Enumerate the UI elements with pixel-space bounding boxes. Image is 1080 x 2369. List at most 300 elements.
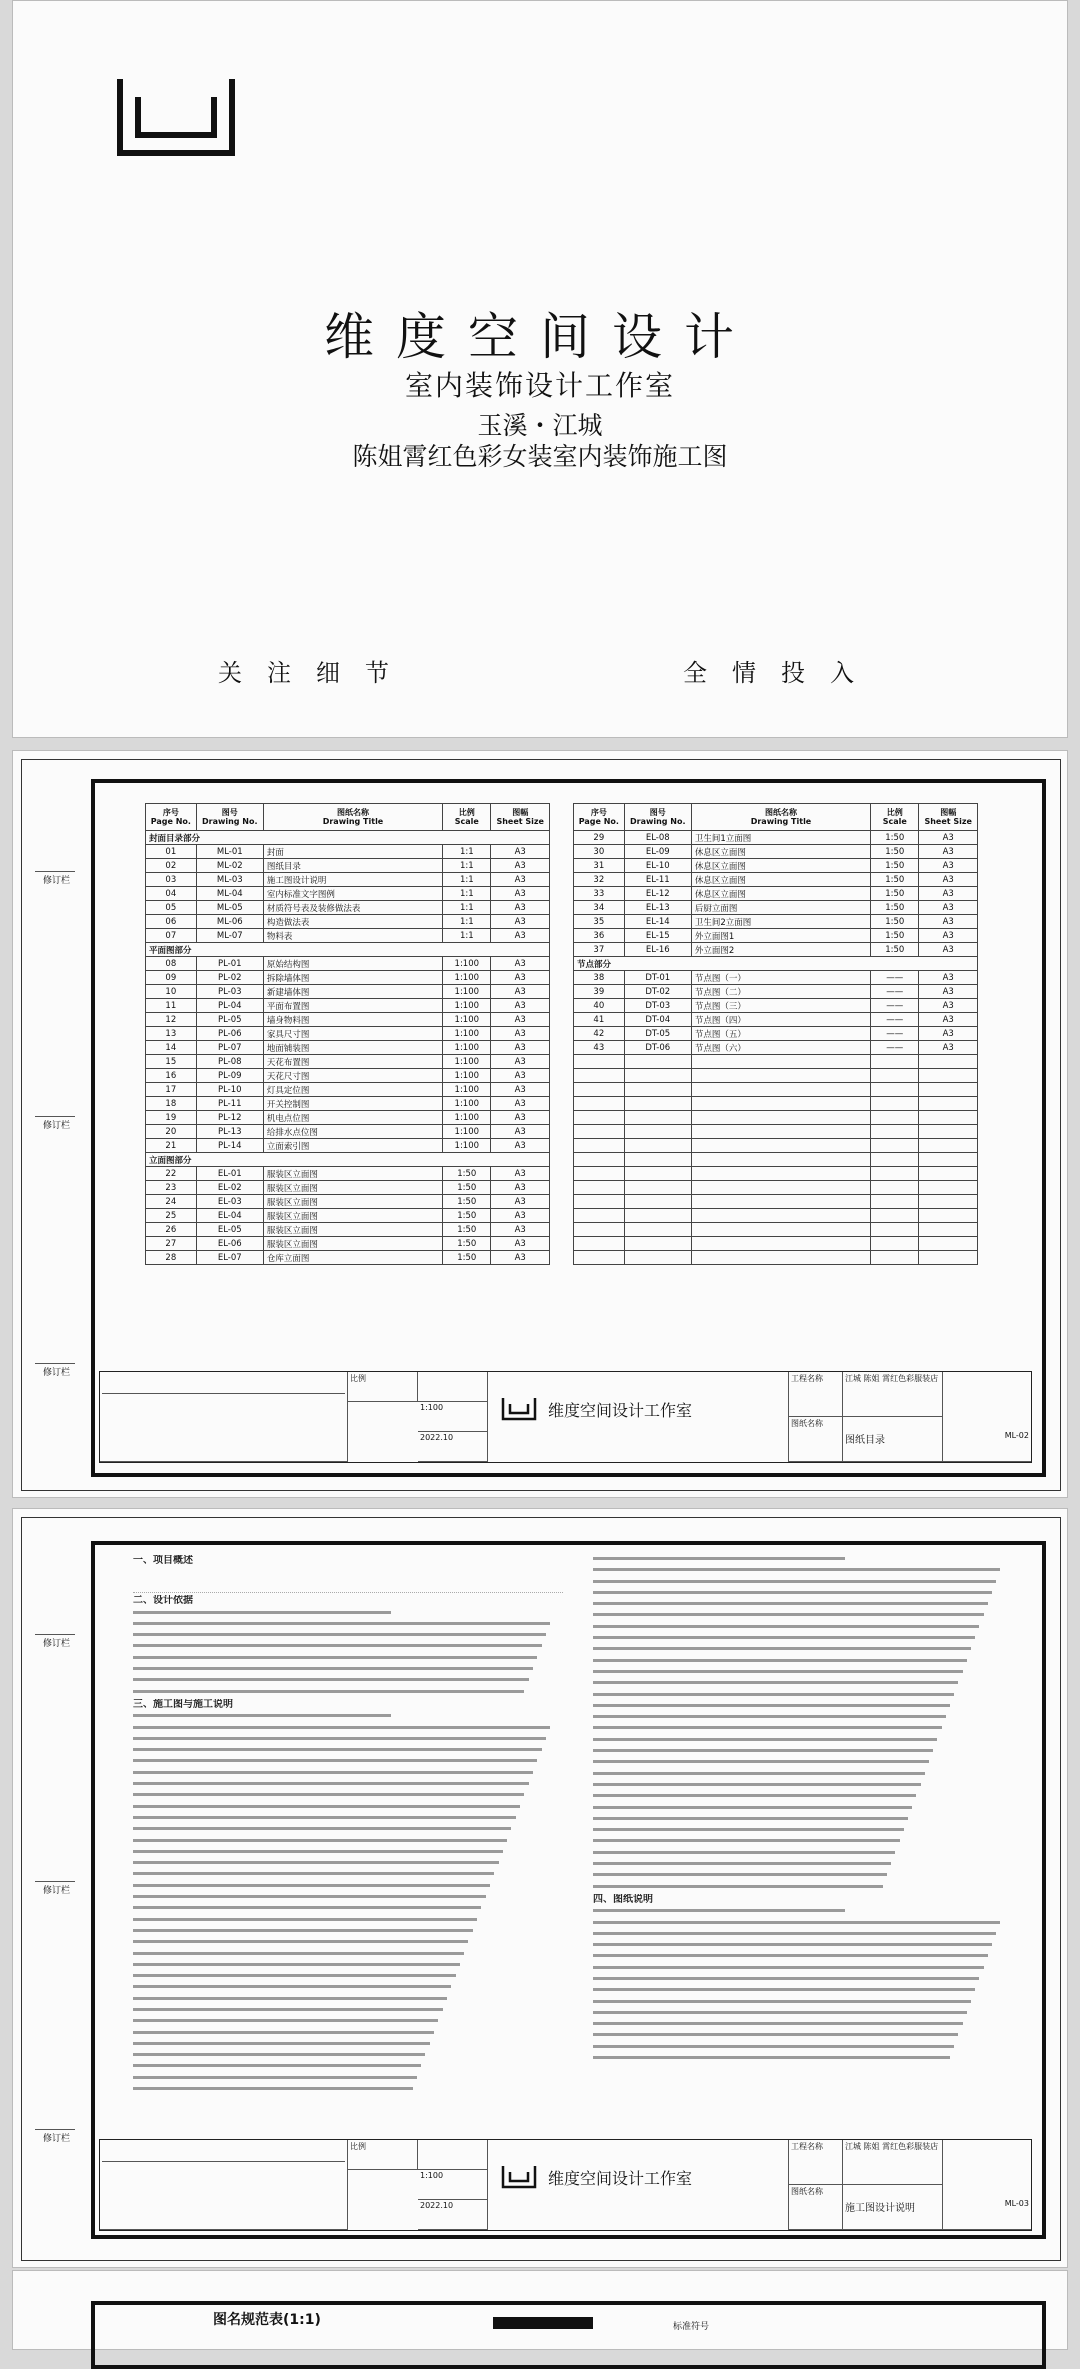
empty-row [574,1167,978,1181]
text-line [133,1902,563,1913]
slogan-left: 关注细节 [218,659,414,687]
text-line [593,1722,1013,1733]
cell-scale: 1:100 [443,1055,491,1069]
text-line [133,1767,563,1778]
cell-no: 19 [146,1111,197,1125]
cell-no: 37 [574,943,625,957]
table-row [146,1027,550,1041]
text-line [593,1779,1013,1790]
cell-title: 卫生间1立面图 [691,831,870,845]
table-row [146,1251,550,1265]
cell-dwg: EL-07 [196,1251,263,1265]
text-line [593,1734,1013,1745]
cell-scale: 1:100 [443,1111,491,1125]
cell-no: 13 [146,1027,197,1041]
col-dwg-en: Drawing No. [201,817,258,826]
col-size-en: Sheet Size [496,817,544,826]
cell-size: A3 [491,929,550,943]
table-row [146,1195,550,1209]
text-line [593,1881,1013,1892]
col-no: 序号 [590,808,607,817]
cell-title: 外立面图2 [691,943,870,957]
symbol-spec-sheet [12,2270,1068,2350]
cell-scale: 1:50 [443,1209,491,1223]
cell-scale: 1:50 [871,859,919,873]
text-line [593,1869,1013,1880]
col-no-en: Page No. [150,817,191,826]
text-line [133,1835,563,1846]
cell-dwg: DT-03 [624,999,691,1013]
cell-title: 仓库立面图 [263,1251,442,1265]
cell-scale: 1:50 [871,943,919,957]
cell-title: 休息区立面图 [691,859,870,873]
text-line [133,1566,563,1593]
text-line [593,1858,1013,1869]
section-heading: 一、项目概述 [133,1555,193,1566]
cell-size: A3 [919,887,978,901]
table-row [146,1153,550,1167]
table-row [574,1027,978,1041]
cell-title: 外立面图1 [691,929,870,943]
cell-title: 开关控制图 [263,1097,442,1111]
cell-no: 38 [574,971,625,985]
revision-divider [35,2129,75,2130]
location-text: 玉溪・江城 [477,411,603,440]
cell-no: 25 [146,1209,197,1223]
table-row [146,1069,550,1083]
slogan-right: 全情投入 [683,659,879,687]
text-line [133,1778,563,1789]
title-block [99,2139,1032,2231]
text-line [133,1607,563,1618]
text-line [133,1755,563,1766]
cell-size: A3 [491,901,550,915]
cell-size: A3 [491,957,550,971]
cell-size: A3 [919,915,978,929]
cell-scale: —— [871,971,919,985]
cell-no: 14 [146,1041,197,1055]
cell-title: 墙身物料图 [263,1013,442,1027]
cell-size: A3 [491,1209,550,1223]
cell-dwg: PL-12 [196,1111,263,1125]
studio-logo-icon [500,1394,540,1422]
studio-subtitle: 室内装饰设计工作室 [404,369,675,402]
text-line [593,2007,1013,2018]
cell-title: 服装区立面图 [263,1167,442,1181]
text-line [593,1700,1013,1711]
design-notes-sheet [12,1508,1068,2268]
cell-no: 27 [146,1237,197,1251]
cell-size: A3 [919,831,978,845]
cell-scale: 1:50 [871,831,919,845]
cell-title: 灯具定位图 [263,1083,442,1097]
text-line [593,1768,1013,1779]
cell-size: A3 [491,971,550,985]
cell-size: A3 [491,915,550,929]
text-line [593,1553,1013,1564]
cell-dwg: PL-13 [196,1125,263,1139]
approval-cell [100,2140,348,2230]
table-row [146,1111,550,1125]
project-name: 江城 陈姐 霄红色彩服装店 [843,2140,943,2185]
drawing-index-table-right [573,803,978,1265]
cell-dwg: EL-03 [196,1195,263,1209]
col-scale-en: Scale [882,817,907,826]
cell-dwg: DT-06 [624,1041,691,1055]
project-label: 工程名称 [788,2140,843,2185]
cell-no: 41 [574,1013,625,1027]
approval-cell [100,1372,348,1462]
notes-column-left [133,1553,563,2094]
col-scale-en: Scale [454,817,479,826]
cell-dwg: EL-11 [624,873,691,887]
cell-scale: 1:1 [443,915,491,929]
text-line [593,1689,1013,1700]
table-row [574,943,978,957]
cell-title: 服装区立面图 [263,1181,442,1195]
cell-title: 材质符号表及装修做法表 [263,901,442,915]
text-line [593,2018,1013,2029]
col-scale: 比例 [886,808,903,817]
cell-size: A3 [491,1111,550,1125]
cell-dwg: EL-10 [624,859,691,873]
table-row [146,1041,550,1055]
col-size: 图幅 [512,808,529,817]
cell-no: 07 [146,929,197,943]
cell-title: 拆除墙体图 [263,971,442,985]
cell-scale: 1:50 [871,915,919,929]
text-line [133,1686,563,1697]
revision-label: 修订栏 [43,2134,71,2144]
cell-no: 24 [146,1195,197,1209]
cell-no: 09 [146,971,197,985]
cell-scale: 1:1 [443,929,491,943]
cover-sheet [12,0,1068,738]
cell-title: 休息区立面图 [691,873,870,887]
text-line [593,1973,1013,1984]
empty-row [574,1195,978,1209]
cell-no: 39 [574,985,625,999]
drawing-name-label: 图纸名称 [788,2185,843,2230]
table-row [146,985,550,999]
cell-scale: 1:50 [443,1181,491,1195]
text-line [133,1722,563,1733]
cell-title: 封面 [263,845,442,859]
cell-dwg: PL-09 [196,1069,263,1083]
col-size: 图幅 [940,808,957,817]
cell-title: 原始结构图 [263,957,442,971]
table-row [574,1013,978,1027]
text-line [593,1632,1013,1643]
section-label: 立面图部分 [146,1153,550,1167]
cell-title: 卫生间2立面图 [691,915,870,929]
cell-dwg: PL-08 [196,1055,263,1069]
empty-row [574,1111,978,1125]
text-line [133,2049,563,2060]
cell-no: 23 [146,1181,197,1195]
table-row [574,929,978,943]
text-line [133,1925,563,1936]
col-dwg: 图号 [221,808,238,817]
text-line [593,1917,1013,1928]
cell-size: A3 [491,845,550,859]
cell-title: 图纸目录 [263,859,442,873]
text-line [593,1756,1013,1767]
table-row [574,901,978,915]
cell-dwg: PL-14 [196,1139,263,1153]
col-no-en: Page No. [578,817,619,826]
notes-column-right [593,1553,1013,2063]
text-line [133,1868,563,1879]
cell-size: A3 [491,985,550,999]
cell-no: 02 [146,859,197,873]
project-title: 陈姐霄红色彩女装室内装饰施工图 [352,442,728,471]
cell-size: A3 [491,1223,550,1237]
text-line [133,1914,563,1925]
text-line [133,1652,563,1663]
revision-divider [35,1363,75,1364]
table-row [146,1125,550,1139]
cell-no: 18 [146,1097,197,1111]
cell-size: A3 [919,859,978,873]
cell-dwg: ML-02 [196,859,263,873]
cell-scale: 1:1 [443,845,491,859]
cell-dwg: ML-06 [196,915,263,929]
cell-scale: 1:1 [443,873,491,887]
text-line [593,1984,1013,1995]
cell-size: A3 [491,887,550,901]
text-line [593,1802,1013,1813]
cell-size: A3 [919,999,978,1013]
cell-scale: 1:50 [443,1195,491,1209]
sheet-title: 图名规范表(1:1) [213,2312,321,2328]
cell-no: 26 [146,1223,197,1237]
col-title-en: Drawing Title [322,817,384,826]
cell-dwg: PL-01 [196,957,263,971]
cell-dwg: ML-05 [196,901,263,915]
empty-row [574,1097,978,1111]
col-no: 序号 [162,808,179,817]
cell-size: A3 [919,943,978,957]
table-row [146,957,550,971]
cell-scale: 1:100 [443,1125,491,1139]
table-row [146,1223,550,1237]
cell-dwg: PL-03 [196,985,263,999]
col-dwg: 图号 [649,808,666,817]
cell-no: 34 [574,901,625,915]
cell-title: 地面铺装图 [263,1041,442,1055]
cell-no: 33 [574,887,625,901]
drawing-name: 图纸目录 [843,1417,943,1462]
cell-no: 32 [574,873,625,887]
text-line [593,1939,1013,1950]
cell-scale: 1:100 [443,971,491,985]
cell-dwg: ML-01 [196,845,263,859]
revision-divider [35,1634,75,1635]
table-row [146,971,550,985]
text-line [133,2060,563,2071]
text-line [133,1959,563,1970]
table-row [574,915,978,929]
cell-scale: 1:100 [443,999,491,1013]
text-line [593,1824,1013,1835]
cell-no: 11 [146,999,197,1013]
text-line [593,1587,1013,1598]
cell-scale: 1:50 [871,845,919,859]
cell-dwg: PL-06 [196,1027,263,1041]
text-line [593,1813,1013,1824]
cell-no: 15 [146,1055,197,1069]
cell-no: 06 [146,915,197,929]
empty-row [574,1181,978,1195]
cell-scale: 1:50 [443,1167,491,1181]
cell-no: 08 [146,957,197,971]
cell-title: 节点图（六） [691,1041,870,1055]
cell-size: A3 [491,1069,550,1083]
cell-no: 29 [574,831,625,845]
cell-dwg: EL-06 [196,1237,263,1251]
section-label: 平面图部分 [146,943,550,957]
table-row [146,1055,550,1069]
table-row [574,999,978,1013]
cell-scale: 1:100 [443,1069,491,1083]
text-line [133,2027,563,2038]
cell-title: 机电点位图 [263,1111,442,1125]
table-row [574,873,978,887]
cell-size: A3 [491,999,550,1013]
drawing-name-label: 图纸名称 [788,1417,843,1462]
section-label: 封面目录部分 [146,831,550,845]
cell-title: 后厨立面图 [691,901,870,915]
scale-label: 比例 [348,2140,418,2170]
cell-title: 服装区立面图 [263,1195,442,1209]
cell-scale: —— [871,985,919,999]
text-line [593,1598,1013,1609]
table-row [146,1181,550,1195]
text-line [133,1936,563,1947]
redaction-mark [493,2317,593,2329]
cell-title: 物料表 [263,929,442,943]
cell-no: 28 [146,1251,197,1265]
cell-title: 服装区立面图 [263,1209,442,1223]
cell-scale: 1:1 [443,859,491,873]
scale-value: 1:100 [418,1402,488,1432]
cell-no: 10 [146,985,197,999]
cell-no: 17 [146,1083,197,1097]
cell-scale: 1:100 [443,1097,491,1111]
cell-dwg: ML-03 [196,873,263,887]
studio-logo-icon [116,69,247,157]
cell-scale: —— [871,1041,919,1055]
cell-scale: 1:50 [443,1251,491,1265]
cell-no: 21 [146,1139,197,1153]
cell-no: 35 [574,915,625,929]
text-line [593,2041,1013,2052]
table-row [574,887,978,901]
date-value: 2022.10 [418,2200,488,2230]
section-heading: 二、设计依据 [133,1595,193,1607]
cell-title: 休息区立面图 [691,845,870,859]
drawing-number: ML-02 [943,1417,1031,1462]
cell-no: 22 [146,1167,197,1181]
revision-divider [35,1116,75,1117]
empty-row [574,1069,978,1083]
cell-dwg: EL-09 [624,845,691,859]
cell-size: A3 [491,1083,550,1097]
cell-scale: —— [871,1027,919,1041]
cell-size: A3 [491,1013,550,1027]
cell-dwg: ML-07 [196,929,263,943]
cell-title: 构造做法表 [263,915,442,929]
table-row [574,859,978,873]
text-line [133,1823,563,1834]
cell-title: 家具尺寸图 [263,1027,442,1041]
text-line [133,1674,563,1685]
text-line [133,2072,563,2083]
cell-scale: —— [871,1013,919,1027]
cell-title: 节点图（四） [691,1013,870,1027]
table-row [146,859,550,873]
table-row [146,915,550,929]
cell-title: 天花布置图 [263,1055,442,1069]
text-line [133,1733,563,1744]
cell-size: A3 [919,873,978,887]
revision-label: 修订栏 [43,1121,71,1131]
cell-no: 05 [146,901,197,915]
blank-cell [418,2140,488,2170]
cell-dwg: EL-05 [196,1223,263,1237]
table-row [146,873,550,887]
col-title: 图纸名称 [336,808,369,817]
table-row [574,845,978,859]
cell-no: 16 [146,1069,197,1083]
scale-label: 比例 [348,1372,418,1402]
table-row [574,985,978,999]
date-value: 2022.10 [418,1432,488,1462]
table-row [574,971,978,985]
text-line [593,1847,1013,1858]
text-line [593,1609,1013,1620]
cell-scale: 1:100 [443,957,491,971]
table-row [146,999,550,1013]
col-scale: 比例 [458,808,475,817]
cell-dwg: EL-04 [196,1209,263,1223]
text-line [133,1710,563,1721]
text-line [133,1880,563,1891]
table-row [146,1237,550,1251]
table-row [146,1167,550,1181]
cell-title: 天花尺寸图 [263,1069,442,1083]
text-line [593,1745,1013,1756]
text-line [133,1993,563,2004]
cell-dwg: EL-13 [624,901,691,915]
text-line [133,1789,563,1800]
text-line [593,1655,1013,1666]
cell-dwg: EL-12 [624,887,691,901]
cell-size: A3 [491,1041,550,1055]
drawing-number: ML-03 [943,2185,1031,2230]
cell-no: 12 [146,1013,197,1027]
cell-size: A3 [919,1027,978,1041]
cell-size: A3 [919,1013,978,1027]
cell-scale: 1:1 [443,901,491,915]
cell-dwg: PL-04 [196,999,263,1013]
cell-scale: 1:50 [871,887,919,901]
cell-dwg: EL-14 [624,915,691,929]
cell-no: 42 [574,1027,625,1041]
cell-scale: 1:100 [443,1083,491,1097]
text-line [133,1663,563,1674]
